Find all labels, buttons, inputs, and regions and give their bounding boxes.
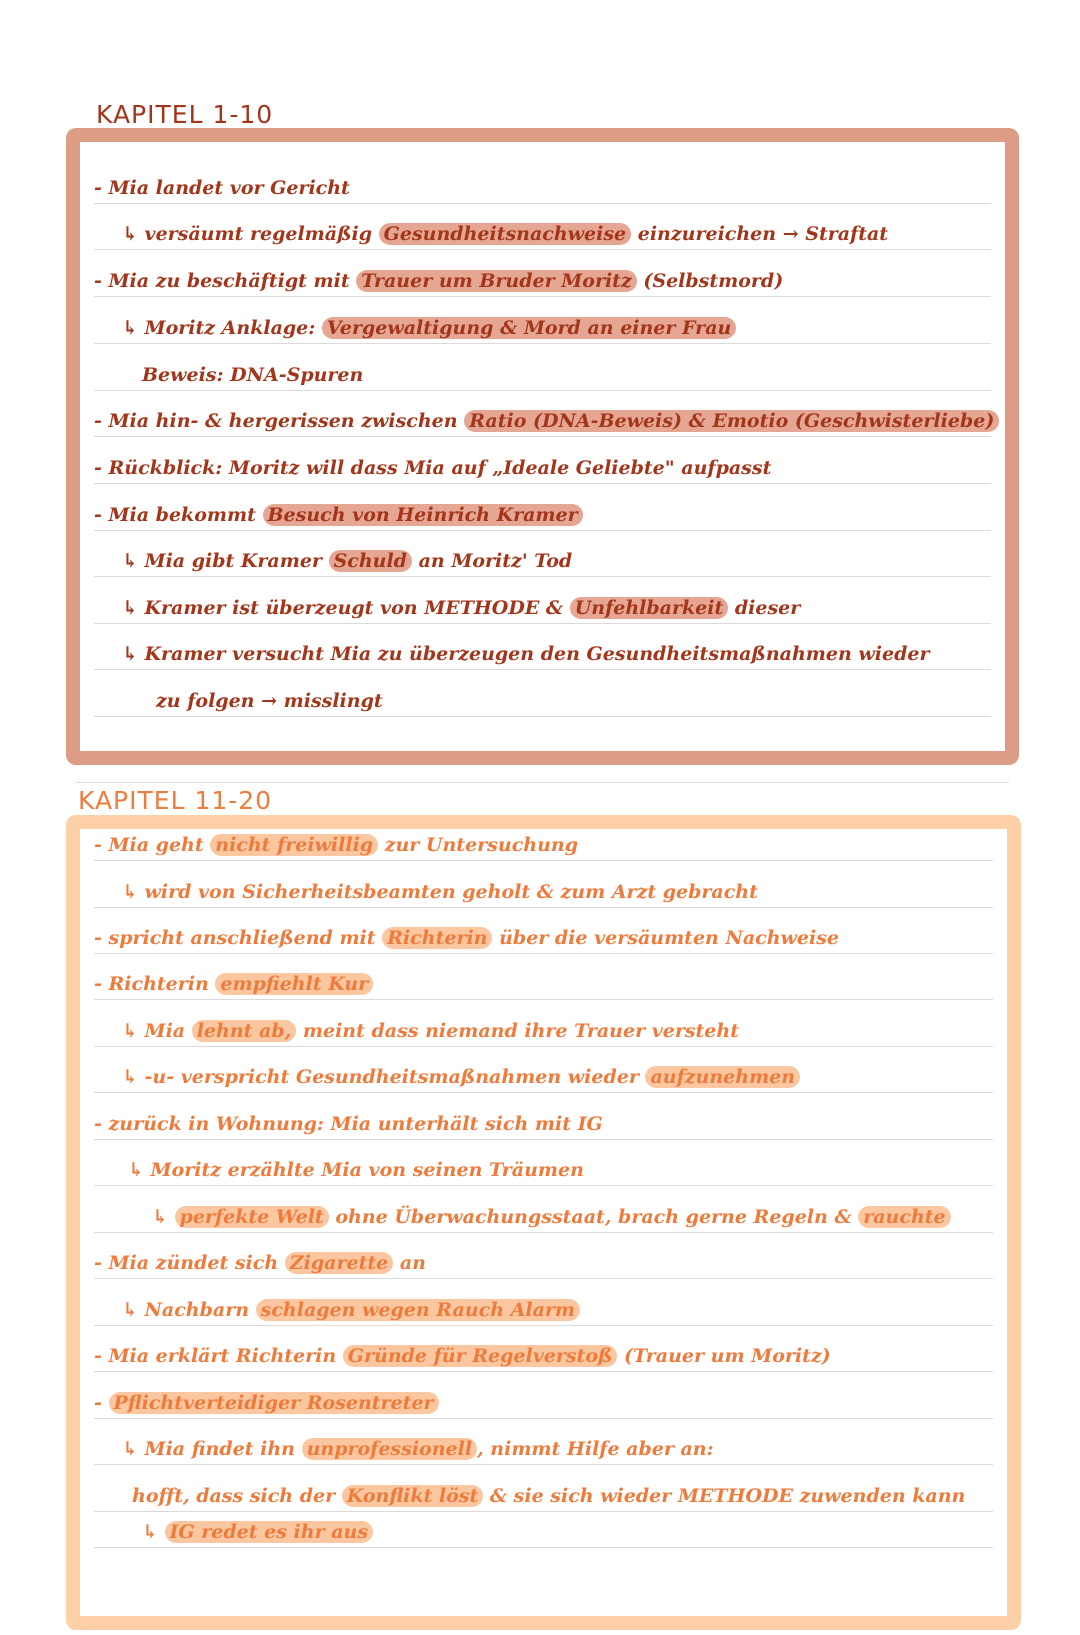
note-text: zur Untersuchung — [378, 834, 578, 856]
note-line — [122, 1018, 739, 1044]
note-text: ↳ Nachbarn — [122, 1299, 256, 1321]
highlighted-term: aufzunehmen — [645, 1066, 800, 1088]
note-text: ↳ Kramer ist überzeugt von METHODE & — [122, 597, 570, 619]
highlighted-term: Besuch von Heinrich Kramer — [263, 504, 583, 526]
note-text: ↳ Moritz Anklage: — [122, 317, 322, 339]
notes-box-kapitel-1-10 — [66, 128, 1019, 765]
note-text: ↳ wird von Sicherheitsbeamten geholt & zum Arzt gebracht — [122, 881, 758, 903]
notes-box-kapitel-11-20 — [66, 815, 1021, 1630]
note-line — [94, 1111, 603, 1137]
highlighted-term: Ratio (DNA-Beweis) & Emotio (Geschwisterliebe) — [464, 410, 999, 432]
ruled-line — [94, 576, 991, 577]
note-text: - Rückblick: Moritz will dass Mia auf „Ideale Geliebte" aufpasst — [94, 457, 772, 479]
ruled-line — [94, 1371, 993, 1372]
note-text: , nimmt Hilfe aber an: — [477, 1438, 714, 1460]
note-line — [156, 688, 383, 714]
ruled-line — [94, 623, 991, 624]
note-line — [94, 1250, 426, 1276]
note-text: - Mia landet vor Gericht — [94, 177, 350, 199]
note-line — [94, 175, 350, 201]
highlighted-term: rauchte — [858, 1206, 950, 1228]
note-text: (Selbstmord) — [636, 270, 784, 292]
note-line — [94, 925, 839, 951]
note-text: & sie sich wieder METHODE zuwenden kann — [483, 1485, 966, 1507]
page-divider — [76, 782, 1009, 783]
ruled-line — [94, 1278, 993, 1279]
highlighted-term: schlagen wegen Rauch Alarm — [256, 1299, 580, 1321]
note-text: meint dass niemand ihre Trauer versteht — [296, 1020, 739, 1042]
note-line — [94, 455, 771, 481]
ruled-line — [94, 1547, 993, 1548]
note-line — [94, 502, 583, 528]
ruled-line — [94, 436, 991, 437]
note-text: einzureichen → Straftat — [631, 223, 889, 245]
note-line — [94, 1390, 439, 1416]
highlighted-term: perfekte Welt — [175, 1206, 329, 1228]
highlighted-term: Zigarette — [285, 1252, 393, 1274]
ruled-line — [94, 716, 991, 717]
ruled-line — [94, 953, 993, 954]
note-line — [122, 1064, 800, 1090]
note-text: an — [393, 1252, 426, 1274]
note-text: - zurück in Wohnung: Mia unterhält sich mit IG — [94, 1113, 603, 1135]
note-text: ↳ Mia findet ihn — [122, 1438, 302, 1460]
note-text: über die versäumten Nachweise — [492, 927, 839, 949]
note-text: ↳ — [142, 1521, 165, 1543]
note-text: ↳ Kramer versucht Mia zu überzeugen den Gesundheitsmaßnahmen wieder — [122, 643, 930, 665]
note-line — [142, 362, 363, 388]
note-text: ohne Überwachungsstaat, brach gerne Regeln & — [328, 1206, 859, 1228]
note-line — [122, 641, 929, 667]
note-text: ↳ -u- verspricht Gesundheitsmaßnahmen wieder — [122, 1066, 646, 1088]
note-line — [94, 971, 373, 997]
ruled-line — [94, 1511, 993, 1512]
highlighted-term: Pflichtverteidiger Rosentreter — [109, 1392, 439, 1414]
note-line — [122, 548, 572, 574]
note-line — [94, 832, 578, 858]
note-text: (Trauer um Moritz) — [617, 1345, 831, 1367]
ruled-line — [94, 1185, 993, 1186]
note-text: - Mia geht — [94, 834, 211, 856]
ruled-line — [94, 343, 991, 344]
ruled-line — [94, 1046, 993, 1047]
note-text: ↳ Mia — [122, 1020, 192, 1042]
note-line — [94, 408, 999, 434]
ruled-line — [94, 1418, 993, 1419]
highlighted-term: empfiehlt Kur — [215, 973, 373, 995]
note-line — [128, 1157, 584, 1183]
note-text: - Mia hin- & hergerissen zwischen — [94, 410, 465, 432]
note-line — [122, 221, 888, 247]
note-text: ↳ versäumt regelmäßig — [122, 223, 379, 245]
highlighted-term: unprofessionell — [302, 1438, 477, 1460]
ruled-line — [94, 1464, 993, 1465]
note-text: ↳ Mia gibt Kramer — [122, 550, 329, 572]
note-line — [132, 1483, 965, 1509]
note-text: ↳ — [152, 1206, 175, 1228]
section-heading-1: KAPITEL 1-10 — [96, 100, 274, 129]
highlighted-term: nicht freiwillig — [210, 834, 378, 856]
ruled-line — [94, 1232, 993, 1233]
note-line — [94, 268, 783, 294]
highlighted-term: Vergewaltigung & Mord an einer Frau — [322, 317, 736, 339]
highlighted-term: Gründe für Regelverstoß — [343, 1345, 618, 1367]
ruled-line — [94, 296, 991, 297]
note-line — [152, 1204, 951, 1230]
highlighted-term: Konflikt löst — [342, 1485, 484, 1507]
ruled-line — [94, 390, 991, 391]
highlighted-term: Unfehlbarkeit — [570, 597, 729, 619]
note-line — [122, 595, 800, 621]
note-text: hofft, dass sich der — [132, 1485, 342, 1507]
highlighted-term: lehnt ab, — [192, 1020, 297, 1042]
highlighted-term: IG redet es ihr aus — [165, 1521, 373, 1543]
note-line — [122, 879, 758, 905]
note-text: - Mia zündet sich — [94, 1252, 285, 1274]
note-text: ↳ Moritz erzählte Mia von seinen Träumen — [128, 1159, 584, 1181]
highlighted-term: Richterin — [382, 927, 492, 949]
ruled-line — [94, 530, 991, 531]
ruled-line — [94, 999, 993, 1000]
highlighted-term: Schuld — [329, 550, 412, 572]
highlighted-term: Gesundheitsnachweise — [379, 223, 631, 245]
note-text: - — [94, 1392, 109, 1414]
note-line — [122, 315, 736, 341]
note-text: zu folgen → misslingt — [156, 690, 383, 712]
ruled-line — [94, 483, 991, 484]
ruled-line — [94, 1139, 993, 1140]
ruled-line — [94, 249, 991, 250]
section-heading-2: KAPITEL 11-20 — [78, 786, 273, 815]
note-text: dieser — [728, 597, 801, 619]
note-text: - Mia bekommt — [94, 504, 263, 526]
note-text: - Richterin — [94, 973, 216, 995]
ruled-line — [94, 860, 993, 861]
ruled-line — [94, 1325, 993, 1326]
note-line — [122, 1297, 580, 1323]
note-text: an Moritz' Tod — [411, 550, 573, 572]
ruled-line — [94, 203, 991, 204]
note-text: - spricht anschließend mit — [94, 927, 383, 949]
ruled-line — [94, 669, 991, 670]
note-line — [142, 1519, 373, 1545]
note-line — [94, 1343, 831, 1369]
note-text: - Mia zu beschäftigt mit — [94, 270, 357, 292]
ruled-line — [94, 907, 993, 908]
ruled-line — [94, 1092, 993, 1093]
note-text: - Mia erklärt Richterin — [94, 1345, 343, 1367]
note-line — [122, 1436, 714, 1462]
highlighted-term: Trauer um Bruder Moritz — [356, 270, 637, 292]
note-text: Beweis: DNA-Spuren — [142, 364, 364, 386]
